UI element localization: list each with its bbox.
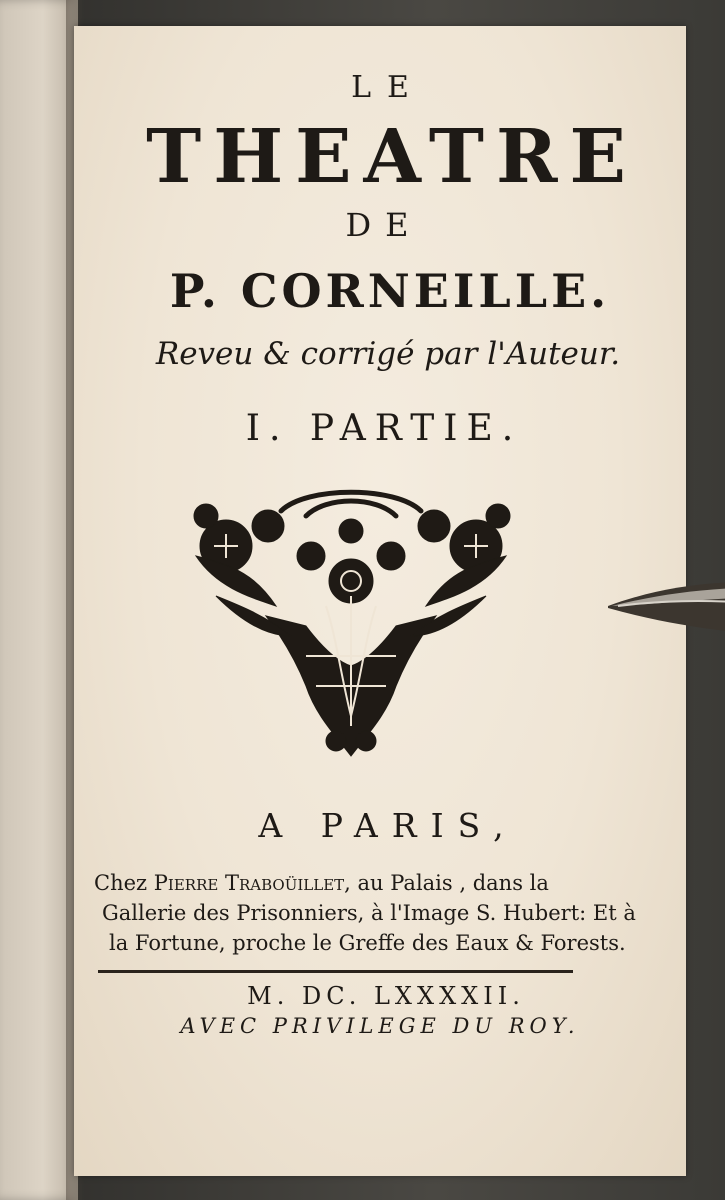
imprint-printer: Pierre Traboüillet	[153, 871, 345, 895]
title-article: LE	[351, 70, 425, 105]
page-lifter-icon	[606, 574, 725, 636]
imprint-city: A PARIS,	[258, 806, 518, 845]
title-revision-note: Reveu & corrigé par l'Auteur.	[155, 336, 621, 372]
title-part: I. PARTIE.	[245, 408, 523, 449]
imprint-line-1	[94, 871, 549, 895]
title-main: THEATRE	[146, 114, 638, 200]
title-author: P. CORNEILLE.	[169, 264, 611, 318]
title-page	[74, 26, 686, 1176]
imprint-prefix: Chez	[94, 871, 154, 895]
title-preposition: DE	[345, 206, 423, 244]
imprint-line-3: la Fortune, proche le Greffe des Eaux & Forests.	[109, 931, 626, 955]
imprint-location: , au Palais , dans la	[344, 871, 549, 895]
publication-date: M. DC. LXXXXII.	[247, 982, 525, 1010]
horizontal-rule	[98, 970, 573, 973]
royal-privilege: AVEC PRIVILEGE DU ROY.	[180, 1014, 580, 1038]
imprint-line-2: Gallerie des Prisonniers, à l'Image S. Hubert: Et à	[102, 901, 636, 925]
woodcut-ornament-icon	[186, 486, 516, 766]
